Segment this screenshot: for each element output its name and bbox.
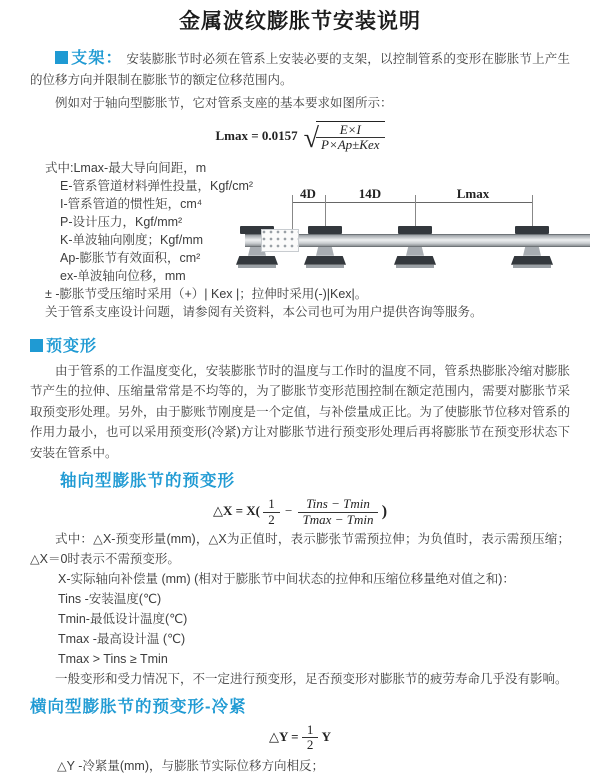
sqrt-symbol: √ (303, 122, 320, 154)
temperature-fraction: $\frac{\text{Tins − Tmin}}{Tmax - Tmin}$ (298, 497, 379, 527)
minus-operator: − (284, 503, 293, 519)
dim-label-4d: 4D (297, 187, 319, 201)
lateral-formula-lhs: △Y = (269, 728, 299, 744)
support-example-line: 例如对于轴向型膨胀节，它对管系支座的基本要求如图所示： (55, 96, 393, 110)
preform-body-paragraph: 由于管系的工作温度变化，安装膨胀节时的温度与工作时的温度不同，管系热膨胀冷缩对膨胀节产生的拉伸、压缩量常常是不均等的，为了膨胀节变形范围控制在额定范围内，需要对膨胀节采取预变形处理。另外，由于膨账节刚度是一个定值，与补偿量成正比。为了使膨胀节位移对管系的作用力最小，也可以采用预变形(冷紧)方让对膨胀节进行预变形处理后再将膨胀节在预变形状态下安装在管系中。 (30, 363, 570, 460)
definition-line: I-管系管道的惯性矩，cm⁴ (60, 196, 203, 211)
axial-preform-formula (30, 497, 570, 527)
lateral-note: △Y -冷紧量(mm)，与膨胀节实际位移方向相反； (57, 759, 325, 774)
dim-label-lmax: Lmax (454, 187, 493, 201)
lmax-formula-lhs: Lmax = 0.0157 (215, 127, 298, 143)
axial-formula-explanation: 式中：△X-预变形量(mm)，△X为正值时，表示膨张节需预拉伸；为负值时，表示需预压缩；△X＝0时表示不需预变形。 (30, 531, 570, 566)
axial-definition-line: Tins -安装温度(℃) (58, 591, 162, 606)
one-half-fraction: $\frac{1}{2}$ (302, 723, 319, 753)
page-title: 金属波纹膨胀节安装说明 (179, 10, 421, 33)
lateral-preform-formula (30, 723, 570, 753)
section-square-icon (30, 339, 43, 352)
support-intro-paragraph (30, 48, 570, 91)
axial-formula-lhs: △X = X( (212, 503, 260, 519)
axial-definition-line: Tmin-最低设计温度(℃) (58, 611, 188, 626)
document-page (0, 8, 600, 776)
support-base (511, 256, 553, 265)
pipe-support-diagram (245, 185, 590, 285)
axial-definition-line: Tmax -最高设计温 (℃) (58, 631, 186, 646)
preform-section-heading-row (30, 335, 570, 359)
one-half-fraction: $\frac{1}{2}$ (263, 497, 280, 527)
support-cap (515, 226, 549, 234)
definitions-and-diagram (30, 159, 570, 325)
sqrt-content (316, 121, 385, 153)
definition-line: Ap-膨胀节有效面积，cm² (60, 250, 201, 265)
bellows-expansion-joint (261, 229, 299, 252)
support-intro-text: 安装膨胀节时必须在管系上安装必要的支架，以控制管系的变形在膨胀节上产生的位移方向并限制在膨胀节的额定位移范围内。 (30, 52, 570, 87)
support-foot (306, 265, 344, 268)
support-foot (513, 265, 551, 268)
dim-label-14d: 14D (356, 187, 384, 201)
support-foot (396, 265, 434, 268)
support-cap (308, 226, 342, 234)
axial-definition-line: Tmax > Tins ≥ Tmin (58, 651, 168, 666)
axial-subsection-heading: 轴向型膨胀节的预变形 (60, 472, 235, 491)
pipe-guide-support (303, 226, 347, 270)
support-foot (238, 265, 276, 268)
consult-note: 关于管系支座设计问题，请参阅有关资料，本公司也可为用户提供咨询等服务。 (45, 305, 483, 320)
support-section-heading: 支架： (71, 50, 123, 67)
definition-line: ex-单波轴向位移，mm (60, 268, 186, 283)
definition-line: P-设计压力，Kgf/mm² (60, 214, 183, 229)
plus-minus-note: ± -膨胀节受压缩时采用（+）| Kex |；拉伸时采用(-)|Kex|。 (45, 286, 368, 301)
lateral-formula-rhs: Y (321, 728, 331, 744)
section-square-icon (55, 51, 68, 64)
axial-note: 一般变形和受力情况下，不一定进行预变形，足否预变形对膨胀节的疲劳寿命几乎没有影响。 (55, 671, 568, 686)
dimension-line (292, 202, 532, 203)
close-paren: ) (381, 503, 388, 521)
support-cap (398, 226, 432, 234)
definition-line: K-单波轴向刚度；Kgf/mm (60, 232, 204, 247)
pipe-guide-support (510, 226, 554, 270)
lateral-subsection-heading: 横向型膨胀节的预变形-冷紧 (30, 697, 247, 716)
preform-section-heading: 预变形 (46, 337, 98, 355)
pipe-guide-support (393, 226, 437, 270)
support-base (394, 256, 436, 265)
lmax-formula (30, 121, 570, 155)
dimension-tick (292, 195, 293, 233)
lmax-formula-numerator: E×I (316, 123, 385, 138)
support-base (304, 256, 346, 265)
definition-line: E-管系管道材料弹性投量，Kgf/cm² (60, 178, 254, 193)
support-base (236, 256, 278, 265)
lmax-formula-denominator: P×Ap±Kex (321, 137, 380, 153)
axial-definition-line: X-实际轴向补偿量 (mm) (相对于膨胀节中间状态的拉伸和压缩位移量绝对值之和)： (58, 571, 515, 586)
definition-line: 式中:Lmax-最大导向间距，m (45, 160, 207, 175)
